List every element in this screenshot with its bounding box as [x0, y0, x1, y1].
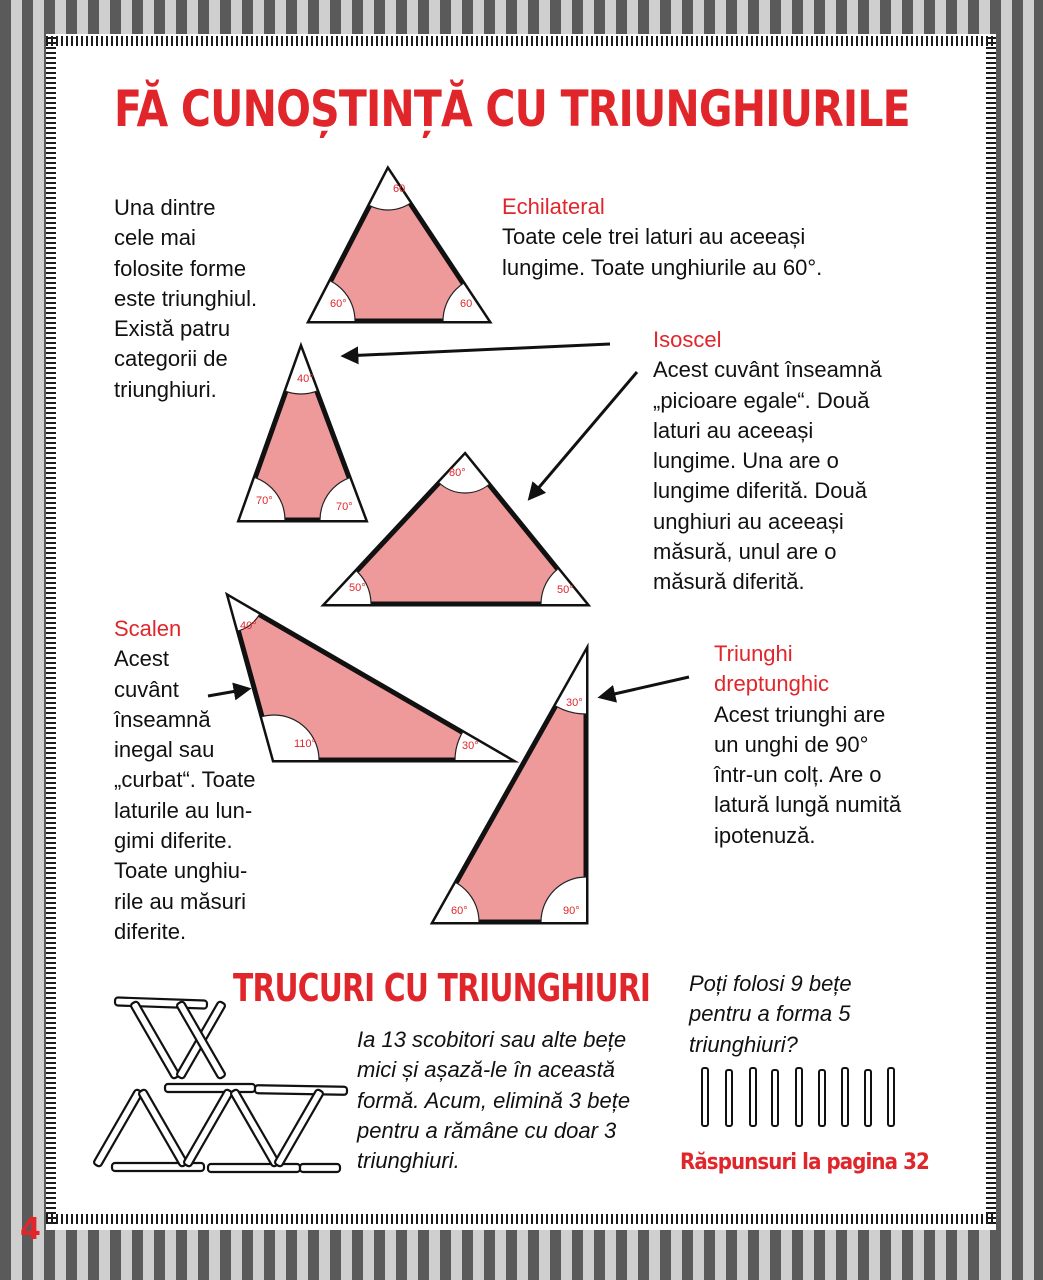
nine-sticks: [702, 1068, 894, 1126]
right-triangle-heading-line1: Triunghi: [714, 641, 793, 666]
right-triangle-description: Triunghi dreptunghic Acest triunghi are un unghi de 90° într-un colț. Are o latură lungă numită ipotenuză.: [714, 641, 902, 848]
isosceles-wide-angle-left: 50°: [349, 582, 366, 594]
tricks-heading: TRUCURI CU TRIUNGHIURI: [233, 966, 651, 1010]
right-angle-right: 90°: [563, 905, 580, 917]
isosceles-arrow-down: [530, 372, 637, 498]
equilateral-angle-right: 60: [460, 298, 473, 310]
right-angle-left: 60°: [451, 905, 468, 917]
equilateral-angle-top: 60: [393, 183, 406, 195]
intro-text: Una dintre cele mai folosite forme este triunghiul. Există patru categorii de triunghiuri.: [114, 195, 258, 402]
equilateral-angle-left: 60°: [330, 298, 347, 310]
scalene-angle-top: 40°: [240, 620, 257, 632]
isosceles-tall-triangle: [195, 304, 410, 565]
answers-note: Răspunsuri la pagina 32: [680, 1150, 929, 1175]
toothpick-figure: [93, 997, 347, 1172]
right-triangle-arrow: [601, 677, 689, 697]
scalene-angle-left: 110°: [294, 738, 316, 750]
isosceles-description: Isoscel Acest cuvânt înseamnă „picioare egale“. Două laturi au aceeași lungime. Una are o lungime diferită. Două unghiuri au aceeași măsură, unul are o măsură diferită.: [653, 327, 882, 595]
isosceles-heading: Isoscel: [653, 327, 722, 352]
tricks-question: Poți folosi 9 bețe pentru a forma 5 triunghiuri?: [689, 971, 852, 1057]
scalene-description: Scalen Acest cuvânt înseamnă inegal sau „curbat“. Toate laturile au lun- gimi diferite. Toate unghiu- rile au măsuri diferite.: [114, 616, 256, 944]
isosceles-wide-angle-top: 80°: [449, 467, 466, 479]
isosceles-tall-angle-right: 70°: [336, 501, 353, 513]
scalene-heading: Scalen: [114, 616, 182, 641]
isosceles-arrow-left: [344, 344, 610, 356]
right-triangle: [389, 590, 648, 967]
equilateral-description: Echilateral Toate cele trei laturi au aceeași lungime. Toate unghiurile au 60°.: [502, 194, 823, 280]
page-title: FĂ CUNOȘTINȚĂ CU TRIUNGHIURILE: [114, 80, 910, 138]
equilateral-heading: Echilateral: [502, 194, 605, 219]
scalene-arrow: [208, 689, 248, 696]
isosceles-wide-angle-right: 50°: [557, 584, 574, 596]
page-number: 4: [20, 1212, 41, 1247]
right-triangle-heading-line2: dreptunghic: [714, 671, 829, 697]
isosceles-tall-angle-left: 70°: [256, 495, 273, 507]
equilateral-triangle: [265, 130, 533, 366]
tricks-instructions: Ia 13 scobitori sau alte bețe mici și așază-le în această formă. Acum, elimină 3 bețe pentru a rămâne cu doar 3 triunghiuri.: [357, 1027, 631, 1174]
scalene-angle-right: 30°: [462, 740, 479, 752]
isosceles-tall-angle-top: 40°: [297, 373, 314, 385]
right-angle-top: 30°: [566, 697, 583, 709]
